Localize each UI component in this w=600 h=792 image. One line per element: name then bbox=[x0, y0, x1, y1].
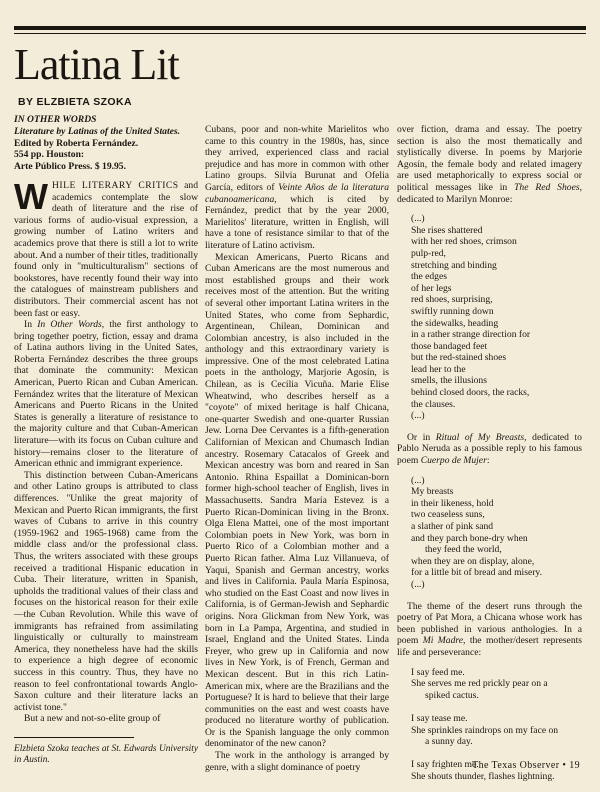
poem-line bbox=[411, 748, 582, 760]
poem-line: red shoes, surprising, bbox=[411, 294, 493, 306]
poem-line: when they are on display, alone, bbox=[411, 555, 535, 567]
poem-line: they feed the world, bbox=[425, 544, 502, 556]
poem-line: She sprinkles raindrops on my face on bbox=[411, 724, 559, 736]
poem-line: with her red shoes, crimson bbox=[411, 236, 517, 248]
book-info bbox=[14, 114, 198, 173]
poem-line: (...) bbox=[411, 578, 425, 590]
column-3 bbox=[397, 124, 582, 792]
poem-line: She rises shattered bbox=[411, 224, 483, 236]
book-subtitle: Literature by Latinas of the United States. bbox=[14, 125, 181, 137]
poem-line: two ceaseless suns, bbox=[411, 509, 485, 521]
top-rule bbox=[14, 26, 586, 30]
poem-line: the clauses. bbox=[411, 398, 456, 410]
paragraph: Cubans, poor and non-white Marielitos who came to this country in the 1980s, has, since they arrived, experienced class and racial prejudice and has more in common with other Latino groups. Silvia Burunat and Ofelia García, editors of Veinte Años de la literatura cubanoamericana, which is cited by Fernández, predict that by the year 2000, Marielitos' literature, written in English, will have a tone of resistance similar to that of the literature of Latino activism. bbox=[205, 124, 390, 251]
poem-line: She shouts thunder, flashes lightning. bbox=[411, 770, 555, 782]
poem-line: a slather of pink sand bbox=[411, 521, 494, 532]
paragraph: WHILE LITERARY CRITICS and academics contemplate the slow death of literature and the rise of various forms of audio-visual expression, a growing number of Latino writers and academics prove that there is still a lot to write about. And a number of their titles, traditionally found only in "multiculturalism" sections of bookstores, have recently found their way into the catalogues of mainstream publishers and distributors. Their commercial ascent has not been fast or easy. bbox=[14, 175, 198, 319]
poem-line: I say tease me. bbox=[411, 712, 468, 724]
column-1 bbox=[14, 108, 198, 767]
poem-line: and they parch bone-dry when bbox=[411, 532, 528, 544]
poem-line: stretching and binding bbox=[411, 259, 497, 271]
poem-red-shoes bbox=[411, 213, 582, 422]
book-title: IN OTHER WORDS bbox=[14, 114, 97, 125]
poem-line: (...) bbox=[411, 410, 425, 422]
bio-divider bbox=[14, 737, 134, 738]
poem-line: in their likeness, hold bbox=[411, 497, 494, 509]
poem-line: I say frighten me. bbox=[411, 759, 479, 771]
author-bio: Elzbieta Szoka teaches at St. Edwards University in Austin. bbox=[14, 743, 198, 766]
poem-line: of her legs bbox=[411, 282, 452, 294]
poem-line bbox=[411, 701, 582, 713]
column-2 bbox=[205, 124, 389, 773]
paragraph: This distinction between Cuban-Americans and other Latino groups is attributed to class differences. "Unlike the great majority of Mexican and Puerto Rican immigrants, the first waves of Cubans to arrive in this country (1959-1962 and 1965-1968) came from the middle class and/or the professional class. Thus, the writers associated with these groups received a traditional Hispanic education in Cuba. Their literature, written in Spanish, upholds the traditional values of their class and focuses on the historical reason for their exile—the Cuban Revolution. While this wave of immigrants has refrained from assimilating linguistically or culturally to mainstream America, they nonetheless have had the skills to experience a high degree of economic success in this country. Thus, they have no reason to feel confrontational towards Anglo-Saxon culture and their literature lacks an activist tone." bbox=[14, 469, 198, 713]
drop-cap: W bbox=[14, 175, 48, 217]
top-rule-thin bbox=[14, 33, 586, 34]
poem-line: in a rather strange direction for bbox=[411, 329, 531, 341]
poem-line: spiked cactus. bbox=[425, 689, 479, 701]
paragraph: In In Other Words, the first anthology to bring together poetry, fiction, essay and drama of Latina authors living in the United Sates, Roberta Fernández describes the three groups that dominate the community: Mexican American, Puerto Rican and Cuban American. Fernández writes that the literature of Mexican Americans and Puerto Ricans in the United States is generally a literature of resistance to the majority culture and that Cuban-American literature—with its focus on Cuban culture and history—remains closer to the literature of American ethnic and immigrant experience. bbox=[14, 319, 199, 470]
book-pages: 554 pp. Houston: bbox=[14, 149, 85, 161]
poem-line: My breasts bbox=[411, 486, 454, 498]
poem-line: those bandaged feet bbox=[411, 340, 488, 352]
poem-line: behind closed doors, the racks, bbox=[411, 387, 530, 399]
paragraph: Or in Ritual of My Breasts, dedicated to Pablo Neruda as a possible reply to his famous poem Cuerpo de Mujer: bbox=[397, 431, 582, 467]
poem-line: for a little bit of bread and misery. bbox=[411, 567, 542, 579]
paragraph: But a new and not-so-elite group of bbox=[24, 713, 161, 725]
page-footer: The Texas Observer • 19 bbox=[472, 760, 580, 771]
poem-line: (...) bbox=[411, 474, 425, 486]
poem-line: but the red-stained shoes bbox=[411, 352, 507, 364]
book-publisher: Arte Público Press. $ 19.95. bbox=[14, 161, 127, 173]
poem-line: lead her to the bbox=[411, 363, 466, 375]
poem-line: the edges bbox=[411, 271, 447, 283]
paragraph: The theme of the desert runs through the poetry of Pat Mora, a Chicana whose work has been published in various anthologies. In a poem Mi Madre, the mother/desert represents life and perseverance: bbox=[397, 600, 583, 658]
poem-line: a sunny day. bbox=[425, 736, 473, 748]
paragraph: Mexican Americans, Puerto Ricans and Cuban Americans are the most numerous and most established groups and their work receives most of the attention. But the writing of several other important Latina writers in the United States, who come from Sephardic, Argentinean, Chilean, Dominican and Colombian ancestry, is also included in the anthology and this extraordinary variety is impressive. One of the most celebrated Latina poets in the anthology, Marjorie Agosín, is Chilean, as is Cecilia Vicuña. Marie Elise Wheatwind, who describes herself as a "coyote" of mixed heritage is half Chicana, one-quarter Swedish and one-quarter Russian Jew. Lorna Dee Cervantes is a fifth-generation Californian of Mexican and Chumasch Indian ancestry. Rosemary Catacalos of Greek and Mexican ancestry was born and reared in San Antonio. Rhina Espaillat a Dominican-born former high-school teacher of English, lives in Massachusetts. Sandra María Estevez is a Puerto Rican-Dominican living in the Bronx. Olga Elena Mattei, one of the most important Colombian poets in New York, was born in Puerto Rico of a Colombian mother and a Puerto Rican father. Alma Luz Villanueva, of Yaqui, Spanish and German ancestry, works and lives in California. Paula María Espinosa, who studied on the East Coast and now lives in California, is of German-Jewish and Sephardic origins. Nora Glickman from New York, was born in La Pampa, Argentina, and studied in Israel, England and the United States. Linda Freyer, who grew up in California and now lives in New York, is of French, German and Mexican descent. But in this rich Latin-American mix, where are the Brazilians and the Portuguese? It is hard to believe that their large communities on the east and west coasts have produced no literature worthy of publication. Or is the Spanish language the only common denominator of the new canon? bbox=[205, 251, 389, 750]
paragraph: The work in the anthology is arranged by genre, with a slight dominance of poetry bbox=[205, 750, 389, 773]
poem-line: She serves me red prickly pear on a bbox=[411, 678, 548, 690]
paragraph: over fiction, drama and essay. The poetry section is also the most thematically and stylistically diverse. In poems by Marjorie Agosín, the female body and related imagery are used metaphorically to express social or political messages like in The Red Shoes, dedicated to Marilyn Monroe: bbox=[397, 124, 582, 205]
poem-ritual bbox=[411, 475, 582, 591]
poem-line: (...) bbox=[411, 213, 425, 225]
book-editor: Edited by Roberta Fernández. bbox=[14, 137, 139, 149]
byline: BY ELZBIETA SZOKA bbox=[18, 96, 132, 108]
poem-line: smells, the illusions bbox=[411, 375, 487, 387]
poem-line: swiftly running down bbox=[411, 305, 494, 317]
headline: Latina Lit bbox=[14, 40, 179, 89]
poem-line: the sidewalks, heading bbox=[411, 317, 499, 329]
poem-line: I say feed me. bbox=[411, 666, 465, 678]
poem-line: pulp-red, bbox=[411, 247, 446, 259]
